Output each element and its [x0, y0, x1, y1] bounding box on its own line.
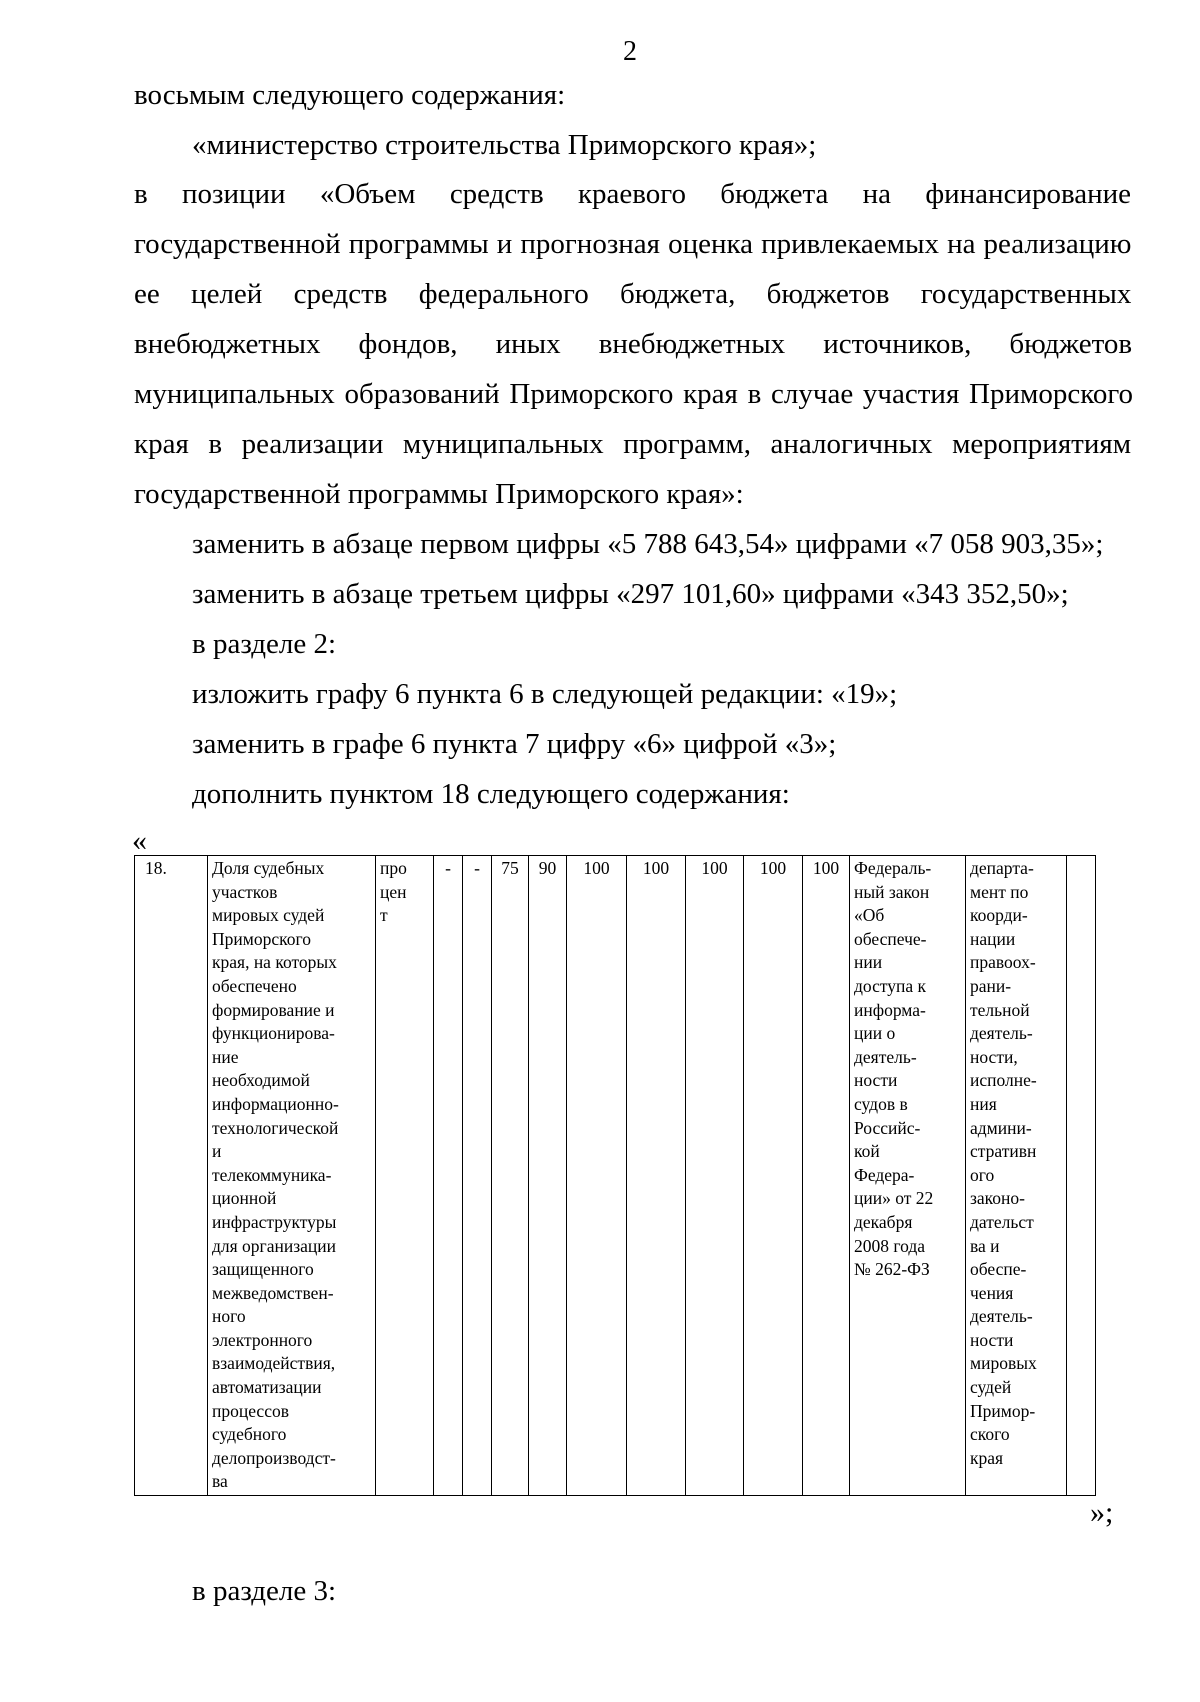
- value-cell-7: 100: [686, 856, 744, 1496]
- responsible-cell: департа- мент по коорди- нации правоох- рани- тельной деятель- ности, исполне- ния админи- стративн ого законо- дательст ва и обеспе- чения деятель- ности мировых судей Примор- ского края: [966, 856, 1067, 1496]
- page-number: 2: [623, 36, 637, 67]
- open-quote: «: [132, 824, 147, 857]
- paragraph-3-line-2: государственной программы и прогнозная оценка привлекаемых на реализацию: [134, 228, 1132, 260]
- paragraph-3-line-6: края в реализации муниципальных программ, аналогичных мероприятиям: [134, 428, 1132, 460]
- value-cell-4: 90: [529, 856, 567, 1496]
- extra-cell: [1067, 856, 1096, 1496]
- close-quote: »;: [1090, 1496, 1114, 1529]
- indicator-cell: Доля судебных участков мировых судей Приморского края, на которых обеспечено формирование и функционирова- ние необходимой информационно- технологической и телекоммуника- ционной инфраструктуры для организации защищенного межведомствен- ного электронного взаимодействия, автоматизации процессов судебного делопроизводст- ва: [208, 856, 376, 1496]
- paragraph-4: заменить в абзаце первом цифры «5 788 643,54» цифрами «7 058 903,35»;: [192, 528, 1104, 560]
- value-cell-2: -: [463, 856, 492, 1496]
- paragraph-3-line-7: государственной программы Приморского края»:: [134, 478, 744, 510]
- law-cell: Федераль- ный закон «Об обеспече- нии доступа к информа- ции о деятель- ности судов в Российс- кой Федера- ции» от 22 декабря 2008 года № 262-ФЗ: [850, 856, 966, 1496]
- value-cell-6: 100: [627, 856, 686, 1496]
- paragraph-3-line-1: в позиции «Объем средств краевого бюджета на финансирование: [134, 178, 1132, 210]
- paragraph-1: восьмым следующего содержания:: [134, 79, 566, 111]
- paragraph-3-line-4: внебюджетных фондов, иных внебюджетных источников, бюджетов: [134, 328, 1133, 360]
- value-cell-8: 100: [744, 856, 803, 1496]
- value-cell-3: 75: [492, 856, 529, 1496]
- amendment-table: [134, 855, 1096, 1496]
- unit-cell: про цен т: [376, 856, 434, 1496]
- paragraph-3-line-5: муниципальных образований Приморского края в случае участия Приморского: [134, 378, 1133, 410]
- value-cell-9: 100: [803, 856, 850, 1496]
- paragraph-10: в разделе 3:: [192, 1575, 337, 1607]
- paragraph-5: заменить в абзаце третьем цифры «297 101,60» цифрами «343 352,50»;: [192, 578, 1069, 610]
- paragraph-7: изложить графу 6 пункта 6 в следующей редакции: «19»;: [192, 678, 898, 710]
- row-number-cell: 18.: [135, 856, 208, 1496]
- paragraph-2: «министерство строительства Приморского края»;: [192, 129, 817, 161]
- paragraph-8: заменить в графе 6 пункта 7 цифру «6» цифрой «3»;: [192, 728, 837, 760]
- paragraph-9: дополнить пунктом 18 следующего содержания:: [192, 778, 790, 810]
- paragraph-6: в разделе 2:: [192, 628, 337, 660]
- table-row: [135, 856, 1096, 1496]
- paragraph-3-line-3: ее целей средств федерального бюджета, бюджетов государственных: [134, 278, 1132, 310]
- value-cell-5: 100: [567, 856, 627, 1496]
- value-cell-1: -: [434, 856, 463, 1496]
